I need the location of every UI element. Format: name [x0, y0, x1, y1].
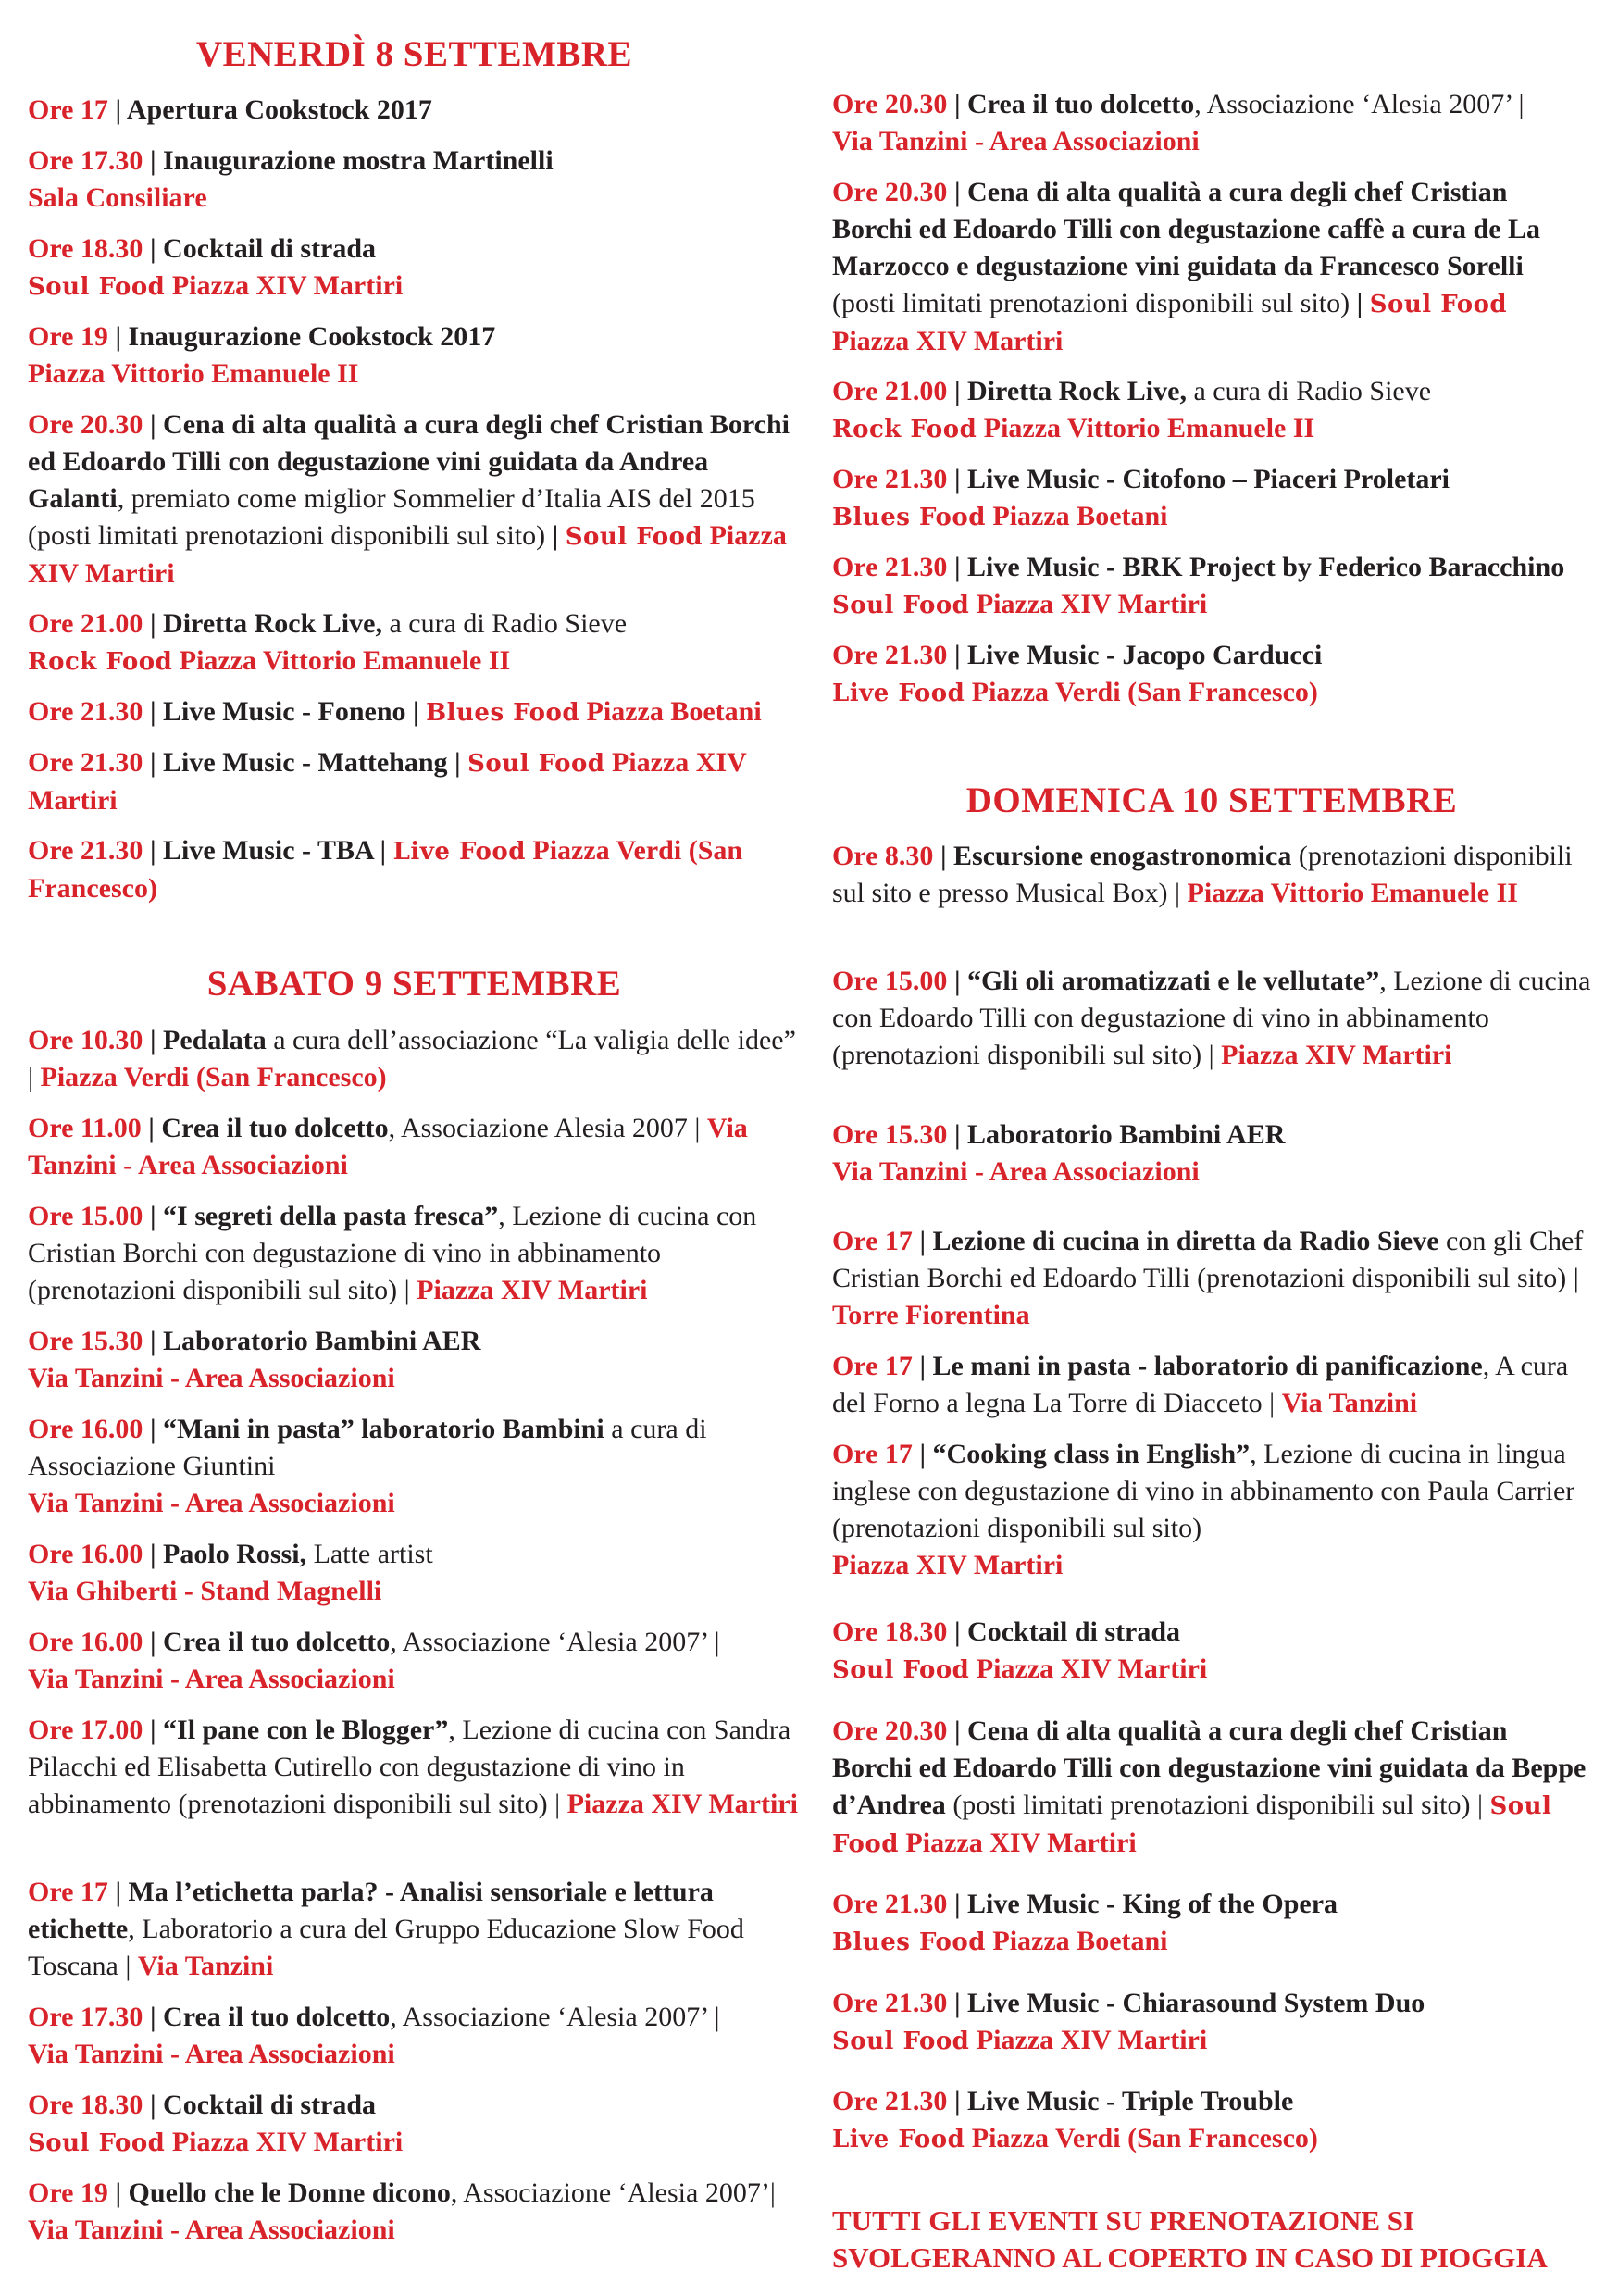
event-fri-8: Ore 21.30 | Live Music - Mattehang | Soul Food Piazza XIV Martiri [28, 747, 747, 816]
event-sat-3: Ore 15.00 | “I segreti della pasta fresca”, Lezione di cucina con Cristian Borchi con degustazione di vino in abbinamento (prenotazioni disponibili sul sito) | Piazza XIV Martiri [28, 1201, 757, 1305]
event-sat-18: Ore 21.30 | Live Music - Jacopo Carducci Live Food Piazza Verdi (San Francesco) [832, 640, 1323, 707]
day-title-sunday: DOMENICA 10 SETTEMBRE [965, 780, 1458, 820]
event-sat-4: Ore 15.30 | Laboratorio Bambini AER Via Tanzini - Area Associazioni [28, 1326, 481, 1393]
event-sun-5: Ore 17 | Le mani in pasta - laboratorio di panificazione, A cura del Forno a legna La Torre di Diacceto | Via Tanzini [832, 1351, 1569, 1418]
event-fri-6: Ore 21.00 | Diretta Rock Live, a cura di Radio Sieve Rock Food Piazza Vittorio Emanuele II [28, 608, 628, 676]
event-sat-7: Ore 16.00 | Crea il tuo dolcetto, Associazione ‘Alesia 2007’ | Via Tanzini - Area Associazioni [28, 1627, 720, 1694]
event-sun-6: Ore 17 | “Cooking class in English”, Lezione di cucina in lingua inglese con degustazione di vino in abbinamento con Paula Carrier (prenotazioni disponibili sul sito) Piazza XIV Martiri [832, 1439, 1575, 1580]
event-sun-3: Ore 15.30 | Laboratorio Bambini AER Via Tanzini - Area Associazioni [832, 1119, 1286, 1187]
event-sun-1: Ore 8.30 | Escursione enogastronomica (prenotazioni disponibili sul sito e presso Musical Box) | Piazza Vittorio Emanuele II [832, 841, 1573, 908]
event-fri-4: Ore 19 | Inaugurazione Cookstock 2017 Piazza Vittorio Emanuele II [28, 321, 496, 389]
event-sat-11: Ore 18.30 | Cocktail di strada Soul Food Piazza XIV Martiri [28, 2090, 404, 2157]
event-sun-4: Ore 17 | Lezione di cucina in diretta da Radio Sieve con gli Chef Cristian Borchi ed Edoardo Tilli (prenotazioni disponibili sul sito) | Torre Fiorentina [832, 1226, 1584, 1330]
event-sat-9: Ore 17 | Ma l’etichetta parla? - Analisi sensoriale e lettura etichette, Laboratorio a cura del Gruppo Educazione Slow Food Toscana | Via Tanzini [28, 1877, 744, 1981]
event-sat-5: Ore 16.00 | “Mani in pasta” laboratorio Bambini a cura di Associazione Giuntini Via Tanzini - Area Associazioni [28, 1414, 707, 1518]
event-fri-2: Ore 17.30 | Inaugurazione mostra Martinelli Sala Consiliare [28, 145, 554, 213]
event-fri-5: Ore 20.30 | Cena di alta qualità a cura degli chef Cristian Borchi ed Edoardo Tilli con degustazione vini guidata da Andrea Galanti, premiato come miglior Sommelier d’Italia AIS del 2015 (posti limitati prenotazioni disponibili sul sito) | Soul Food Piazza XIV Martiri [28, 409, 790, 589]
rain-notice-line-2: SVOLGERANNO AL COPERTO IN CASO DI PIOGGIA [832, 2241, 1548, 2274]
event-fri-9: Ore 21.30 | Live Music - TBA | Live Food Piazza Verdi (San Francesco) [28, 835, 743, 904]
event-sat-12: Ore 19 | Quello che le Donne dicono, Associazione ‘Alesia 2007’| Via Tanzini - Area Associazioni [28, 2177, 776, 2245]
event-sun-10: Ore 21.30 | Live Music - Chiarasound System Duo Soul Food Piazza XIV Martiri [832, 1988, 1425, 2055]
event-fri-1: Ore 17 | Apertura Cookstock 2017 [28, 94, 432, 125]
event-sat-14: Ore 20.30 | Cena di alta qualità a cura degli chef Cristian Borchi ed Edoardo Tilli con degustazione caffè a cura de La Marzocco e degustazione vini guidata da Francesco Sorelli (posti limitati prenotazioni disponibili sul sito) | Soul Food Piazza XIV Martiri [832, 177, 1541, 356]
event-sat-6: Ore 16.00 | Paolo Rossi, Latte artist Via Ghiberti - Stand Magnelli [28, 1539, 433, 1606]
event-sat-15: Ore 21.00 | Diretta Rock Live, a cura di Radio Sieve Rock Food Piazza Vittorio Emanuele II [832, 376, 1432, 443]
event-sun-7: Ore 18.30 | Cocktail di strada Soul Food Piazza XIV Martiri [832, 1616, 1208, 1684]
event-sun-8: Ore 20.30 | Cena di alta qualità a cura degli chef Cristian Borchi ed Edoardo Tilli con degustazione vini guidata da Beppe d’Andrea (posti limitati prenotazioni disponibili sul sito) | Soul Food Piazza XIV Martiri [832, 1716, 1587, 1858]
event-sat-2: Ore 11.00 | Crea il tuo dolcetto, Associazione Alesia 2007 | Via Tanzini - Area Associazioni [28, 1113, 748, 1180]
event-sat-1: Ore 10.30 | Pedalata a cura dell’associazione “La valigia delle idee” | Piazza Verdi (San Francesco) [28, 1025, 796, 1092]
rain-notice-line-1: TUTTI GLI EVENTI SU PRENOTAZIONE SI [832, 2204, 1415, 2237]
rain-notice [832, 2202, 1591, 2277]
event-fri-7: Ore 21.30 | Live Music - Foneno | Blues Food Piazza Boetani [28, 696, 762, 727]
event-fri-3: Ore 18.30 | Cocktail di strada Soul Food Piazza XIV Martiri [28, 233, 404, 301]
event-sat-8: Ore 17.00 | “Il pane con le Blogger”, Lezione di cucina con Sandra Pilacchi ed Elisabetta Cutirello con degustazione di vino in abbinamento (prenotazioni disponibili sul sito) | Piazza XIV Martiri [28, 1715, 798, 1819]
event-sun-9: Ore 21.30 | Live Music - King of the Opera Blues Food Piazza Boetani [832, 1889, 1338, 1956]
event-sun-11: Ore 21.30 | Live Music - Triple Trouble Live Food Piazza Verdi (San Francesco) [832, 2086, 1318, 2153]
event-sat-17: Ore 21.30 | Live Music - BRK Project by Federico Baracchino Soul Food Piazza XIV Martiri [832, 552, 1565, 619]
event-sun-2: Ore 15.00 | “Gli oli aromatizzati e le vellutate”, Lezione di cucina con Edoardo Tilli con degustazione di vino in abbinamento (prenotazioni disponibili sul sito) | Piazza XIV Martiri [832, 966, 1591, 1070]
event-sat-16: Ore 21.30 | Live Music - Citofono – Piaceri Proletari Blues Food Piazza Boetani [832, 464, 1450, 531]
event-sat-13: Ore 20.30 | Crea il tuo dolcetto, Associazione ‘Alesia 2007’ | Via Tanzini - Area Associazioni [832, 89, 1525, 156]
event-sat-10: Ore 17.30 | Crea il tuo dolcetto, Associazione ‘Alesia 2007’ | Via Tanzini - Area Associazioni [28, 2002, 720, 2069]
day-title-saturday: SABATO 9 SETTEMBRE [206, 964, 622, 1004]
day-title-friday: VENERDÌ 8 SETTEMBRE [195, 34, 633, 74]
